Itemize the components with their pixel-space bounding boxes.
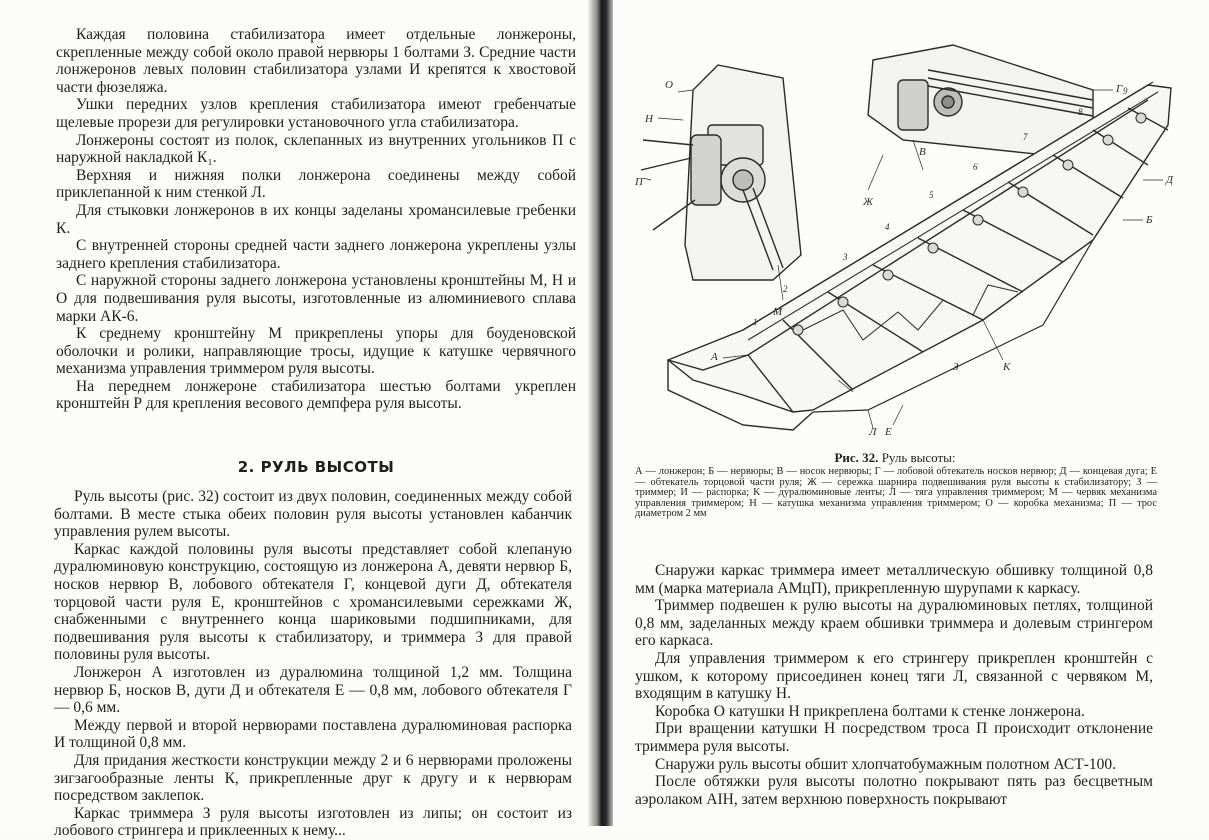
figure-number: 1 — [753, 317, 758, 327]
paragraph: Между первой и второй нервюрами поставлена дуралюминовая распорка И толщиной 0,8 мм. — [54, 716, 572, 752]
paragraph: Лонжерон А изготовлен из дуралюмина толщиной 1,2 мм. Толщина нервюр Б, носков В, дуги Д и обтекателя Е — 0,8 мм, лобового обтекателя Г — 0,6 мм. — [54, 663, 572, 717]
paragraph: Для управления триммером к его стрингеру прикреплен кронштейн с ушком, к которому присоединен конец тяги Л, связанной с червяком М, входящим в катушку Н. — [635, 649, 1153, 703]
figure-label: О — [665, 79, 673, 91]
figure-number: 6 — [973, 162, 978, 172]
paragraph: Верхняя и нижняя полки лонжерона соединены между собой приклепанной к ним стенкой Л. — [56, 166, 576, 202]
figure-label: Е — [885, 426, 892, 438]
paragraph: Каждая половина стабилизатора имеет отдельные лонжероны, скрепленные между собой около правой нервюры 1 болтами З. Средние части лонжеронов левых половин стабилизатора узлами И крепятся к хвостовой части фюзеляжа. — [56, 26, 576, 96]
right-page — [613, 0, 1209, 826]
figure-label: Л — [869, 426, 877, 438]
figure-label: А — [711, 351, 718, 363]
paragraph: Каркас триммера З руля высоты изготовлен из липы; он состоит из лобового стрингера и приклеенных к нему... — [54, 804, 572, 840]
figure-legend: А — лонжерон; Б — нервюры; В — носок нервюры; Г — лобовой обтекатель носков нервюр; Д — концевая дуга; Е — обтекатель торцовой части руля; Ж — сережка шарнира подвешивания руля высоты к стабилизатору; З — триммер; И — распорка; К — дуралюминовые ленты; Л — тяга управления триммером; М — червяк механизма управления триммером; Н — катушка механизма управления триммером; О — коробка механизма; П — трос диаметром 2 мм — [635, 466, 1157, 520]
paragraph: К среднему кронштейну М прикреплены упоры для боуденовской оболочки и ролики, направляющие тросы, идущие к катушке червячного механизма управления триммером руля высоты. — [56, 325, 576, 378]
left-page — [0, 0, 600, 840]
figure-label: Б — [1146, 214, 1153, 226]
figure-label: Д — [1166, 174, 1173, 186]
paragraph: Лонжероны состоят из полок, склепанных из внутренних угольников П с наружной накладкой К₁. — [56, 131, 576, 167]
left-page-text-top — [56, 26, 576, 413]
paragraph: Ушки передних узлов крепления стабилизатора имеют гребенчатые щелевые прорези для регулировки установочного угла стабилизатора. — [56, 96, 576, 131]
figure-number: 9 — [1123, 86, 1128, 96]
paragraph: Снаружи каркас триммера имеет металлическую обшивку толщиной 0,8 мм (марка материала АМцП), прикрепленную шурупами к каркасу. — [635, 562, 1153, 597]
paragraph: После обтяжки руля высоты полотно покрывают пять раз бесцветным аэролаком АІН, затем верхнюю поверхность покрывают — [635, 773, 1153, 808]
paragraph: Для придания жесткости конструкции между 2 и 6 нервюрами проложены зигзагообразные ленты К, прикрепленные друг к другу и к нервюрам посредством заклепок. — [54, 751, 572, 805]
figure-label: П — [635, 176, 643, 188]
figure-label: З — [953, 361, 959, 373]
left-page-text-bottom — [54, 488, 572, 840]
figure-number: 4 — [885, 222, 890, 232]
figure-label: В — [919, 146, 926, 158]
paragraph: Для стыковки лонжеронов в их концы заделаны хромансилевые гребенки К. — [56, 201, 576, 237]
figure-label: Ж — [863, 196, 874, 208]
paragraph: При вращении катушки Н посредством троса П происходит отклонение триммера руля высоты. — [635, 720, 1153, 755]
figure-label: М — [773, 306, 783, 318]
figure-label: К — [1003, 361, 1011, 373]
figure-number: 8 — [1078, 107, 1083, 117]
right-page-text — [635, 562, 1153, 808]
elevator-drawing — [623, 30, 1193, 442]
figure-label: Н — [645, 113, 653, 125]
section-heading: 2. РУЛЬ ВЫСОТЫ — [237, 458, 395, 476]
figure-number: 5 — [929, 190, 934, 200]
paragraph: Руль высоты (рис. 32) состоит из двух половин, соединенных между собой болтами. В месте стыка обеих половин руля высоты установлен кабанчик управления рулем высоты. — [54, 488, 572, 541]
figure-caption-title: Руль высоты: — [881, 450, 956, 465]
figure-number: 3 — [843, 252, 848, 262]
paragraph: На переднем лонжероне стабилизатора шестью болтами укреплен кронштейн Р для крепления весового демпфера руля высоты. — [56, 377, 576, 413]
figure-label: Г — [1116, 83, 1123, 95]
paragraph: Каркас каждой половины руля высоты представляет собой клепаную дуралюминовую конструкцию, состоящую из лонжерона А, девяти нервюр Б, носков нервюр В, лобового обтекателя Г, концевой дуги Д, обтекателя торцовой части руля Е, кронштейнов с хромансилевыми сережками Ж, снабженными с внутреннего конца шариковыми подшипниками, для подвешивания руля высоты к стабилизатору, и триммера З для правой половины руля высоты. — [54, 540, 572, 664]
elevator-figure — [623, 30, 1193, 442]
paragraph: С наружной стороны заднего лонжерона установлены кронштейны М, Н и О для подвешивания руля высоты, изготовленные из алюминиевого сплава марки АК-6. — [56, 272, 576, 325]
paragraph: Триммер подвешен к рулю высоты на дуралюминовых петлях, толщиной 0,8 мм, заделанных между краем обшивки триммера и долевым стрингером его каркаса. — [635, 597, 1153, 650]
paragraph: Снаружи руль высоты обшит хлопчатобумажным полотном АСТ-100. — [655, 755, 1117, 773]
figure-caption — [635, 450, 1155, 466]
paragraph: С внутренней стороны средней части заднего лонжерона укреплены узлы заднего крепления стабилизатора. — [56, 237, 576, 272]
figure-number: 2 — [783, 284, 788, 294]
paragraph: Коробка О катушки Н прикреплена болтами к стенке лонжерона. — [655, 702, 1085, 720]
figure-caption-label: Рис. 32. — [834, 450, 879, 465]
figure-number: 7 — [1023, 132, 1028, 142]
